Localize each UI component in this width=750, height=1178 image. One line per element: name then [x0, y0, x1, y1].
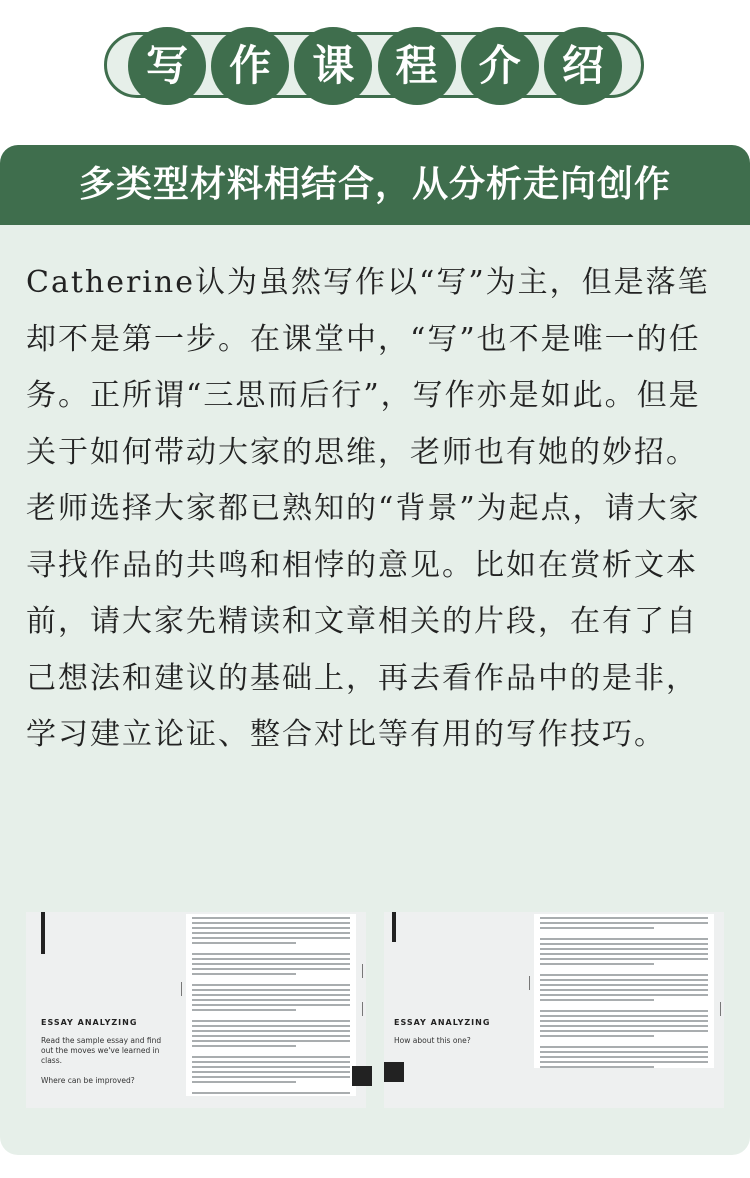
essay-text-line — [540, 979, 708, 981]
essay-text-line — [540, 938, 708, 940]
essay-text-line — [540, 917, 708, 919]
essay-text-line — [192, 1020, 350, 1022]
essay-text-line — [192, 953, 350, 955]
divider-tick — [529, 976, 530, 990]
paragraph-gap — [534, 1001, 714, 1007]
essay-text-line — [192, 1061, 350, 1063]
essay-text-line — [540, 1056, 708, 1058]
essay-text-line — [540, 1025, 708, 1027]
slide-description — [394, 1036, 524, 1046]
essay-text-line — [192, 1076, 350, 1078]
essay-text-line — [540, 1010, 708, 1012]
essay-text-line — [540, 922, 708, 924]
title-char: 作 — [211, 27, 289, 105]
essay-text-line — [540, 953, 708, 955]
essay-text-line — [192, 984, 350, 986]
essay-text-line — [192, 958, 350, 960]
accent-bar — [41, 912, 45, 954]
accent-square — [384, 1062, 404, 1082]
slide-question: Where can be improved? — [41, 1076, 135, 1085]
essay-text-line — [192, 1004, 350, 1006]
essay-text-line — [540, 989, 708, 991]
essay-text-line — [192, 1056, 350, 1058]
essay-text-line — [540, 1046, 708, 1048]
essay-text-line — [540, 958, 708, 960]
title-char: 课 — [294, 27, 372, 105]
title-char: 写 — [128, 27, 206, 105]
sample-essay-document — [186, 914, 356, 1096]
essay-text-line — [192, 1025, 350, 1027]
essay-text-line — [192, 1092, 350, 1094]
slide-desc-text: How about this one? — [394, 1036, 471, 1045]
paragraph-gap — [186, 975, 356, 981]
essay-text-line — [540, 1020, 708, 1022]
essay-text-line — [192, 937, 350, 939]
paragraph-gap — [186, 1047, 356, 1053]
divider-tick — [362, 964, 363, 978]
essay-text-line — [540, 1051, 708, 1053]
divider-tick — [720, 1002, 721, 1016]
section-title — [128, 27, 622, 105]
essay-text-line — [540, 974, 708, 976]
essay-text-line — [540, 943, 708, 945]
divider-tick — [362, 1002, 363, 1016]
essay-text-line — [192, 968, 350, 970]
essay-text-line — [192, 1071, 350, 1073]
slide-heading: ESSAY ANALYZING — [41, 1018, 138, 1027]
subtitle-banner — [0, 145, 750, 225]
slide-heading: ESSAY ANALYZING — [394, 1018, 491, 1027]
paragraph-gap — [186, 944, 356, 950]
title-char: 介 — [461, 27, 539, 105]
divider-tick — [181, 982, 182, 996]
slide-desc-text: Read the sample essay and find out the moves we've learned in class. — [41, 1036, 162, 1065]
essay-text-line — [540, 1061, 708, 1063]
slide-description — [41, 1036, 171, 1086]
body-paragraph: Catherine认为虽然写作以“写”为主，但是落笔却不是第一步。在课堂中，“写”也不是唯一的任务。正所谓“三思而后行”，写作亦是如此。但是关于如何带动大家的思维，老师也有她的妙招。老师选择大家都已熟知的“背景”为起点，请大家寻找作品的共鸣和相悖的意见。比如在赏析文本前，请大家先精读和文章相关的片段，在有了自己想法和建议的基础上，再去看作品中的是非，学习建立论证、整合对比等有用的写作技巧。 — [26, 265, 710, 752]
essay-text-line — [192, 1066, 350, 1068]
paragraph-gap — [186, 1011, 356, 1017]
paragraph-gap — [534, 965, 714, 971]
essay-text-line — [192, 994, 350, 996]
paragraph-gap — [534, 1037, 714, 1043]
title-char: 程 — [378, 27, 456, 105]
essay-text-line — [540, 948, 708, 950]
essay-text-line — [540, 1015, 708, 1017]
subtitle-text: 多类型材料相结合，从分析走向创作 — [78, 164, 671, 205]
essay-text-line — [192, 922, 350, 924]
paragraph-gap — [534, 929, 714, 935]
sample-essay-document — [534, 914, 714, 1068]
essay-text-line — [192, 989, 350, 991]
essay-text-line — [540, 1030, 708, 1032]
title-char: 绍 — [544, 27, 622, 105]
essay-slide-2 — [384, 912, 724, 1108]
accent-square — [352, 1066, 372, 1086]
essay-slide-1 — [26, 912, 366, 1108]
accent-bar — [392, 912, 396, 942]
essay-text-line — [192, 1040, 350, 1042]
essay-text-line — [192, 917, 350, 919]
essay-text-line — [192, 1030, 350, 1032]
essay-text-line — [540, 994, 708, 996]
essay-text-line — [192, 927, 350, 929]
essay-text-line — [192, 1035, 350, 1037]
essay-text-line — [540, 984, 708, 986]
essay-text-line — [192, 963, 350, 965]
paragraph-gap — [186, 1083, 356, 1089]
essay-text-line — [192, 932, 350, 934]
essay-text-line — [192, 999, 350, 1001]
